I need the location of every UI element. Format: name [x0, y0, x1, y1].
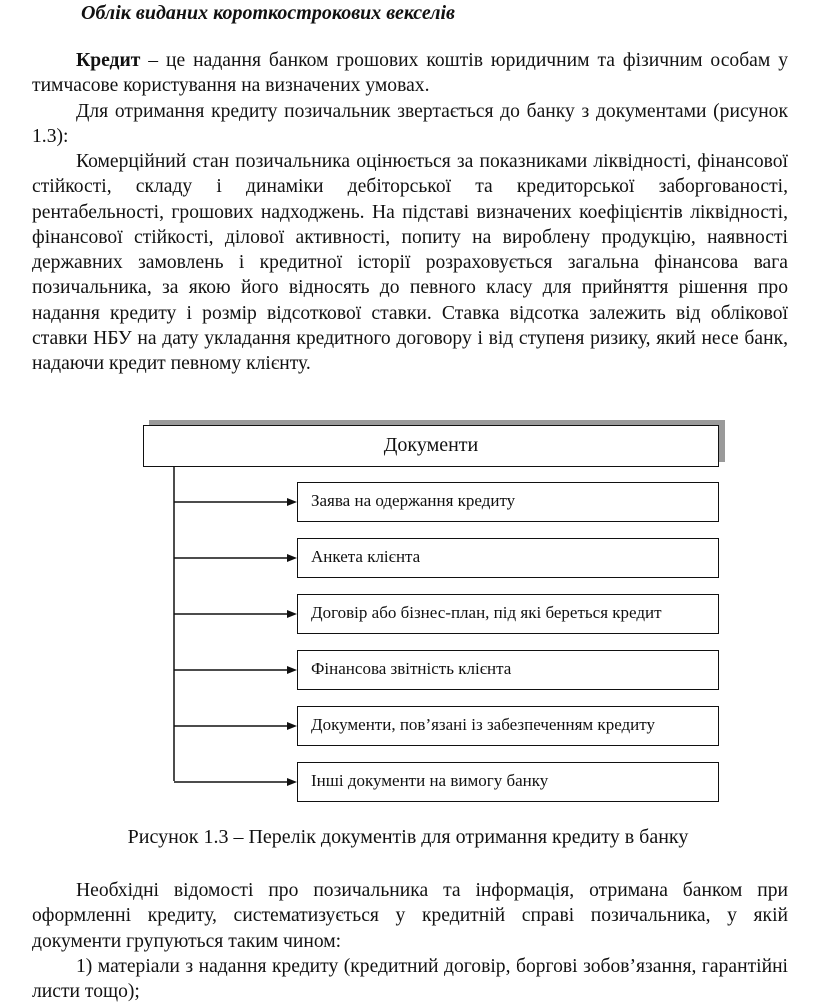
diagram-item-label: Фінансова звітність клієнта — [311, 659, 512, 678]
arrow-head — [287, 610, 297, 618]
diagram-item — [297, 594, 719, 634]
diagram-item-label: Інші документи на вимогу банку — [311, 771, 549, 790]
credit-file-text: Необхідні відомості про позичальника та інформація, отримана банком при оформленні кредиту, систематизується у кредитній справі позичальника, у якій документи групуються таким чином: — [32, 880, 788, 952]
arrow-head — [287, 554, 297, 562]
list-item-1-text: 1) матеріали з надання кредиту (кредитний договір, боргові зобов’язання, гарантійні листи тощо); — [32, 956, 788, 1003]
diagram-item — [297, 482, 719, 522]
commercial-state-text: Комерційний стан позичальника оцінюється за показниками ліквідності, фінансової стійкості, складу і динаміки дебіторської та кредиторської заборгованості, рентабельності, грошових надходжень. На підставі визначених коефіцієнтів ліквідності, фінансової стійкості, ділової активності, попиту на вироблену продукцію, наявності державних замовлень і кредитної історії розраховується загальна фінансова вага позичальника, за якою його відносять до певного класу для прийняття рішення про надання кредиту і розмір відсоткової ставки. Ставка відсотка залежить від облікової ставки НБУ на дату укладання кредитного договору і від ступеня ризику, який несе банк, надаючи кредит певному клієнту. — [32, 151, 788, 375]
documents-intro-text: Для отримання кредиту позичальник звертається до банку з документами (рисунок 1.3): — [32, 101, 788, 148]
section-heading: Облік виданих короткострокових векселів — [81, 2, 455, 24]
diagram-root-box — [143, 425, 719, 467]
diagram-item-label: Заява на одержання кредиту — [311, 491, 516, 510]
diagram-item — [297, 762, 719, 802]
arrow-head — [287, 498, 297, 506]
diagram-item — [297, 538, 719, 578]
list-item-1 — [32, 954, 788, 1005]
paragraph-credit-file — [32, 878, 788, 954]
arrow-head — [287, 778, 297, 786]
diagram-item-label: Договір або бізнес-план, під які береться кредит — [311, 603, 662, 622]
diagram-root-label: Документи — [383, 434, 479, 456]
diagram-item-label: Анкета клієнта — [311, 547, 421, 566]
diagram-item-label: Документи, пов’язані із забезпеченням кредиту — [311, 715, 655, 734]
diagram-item — [297, 650, 719, 690]
diagram-item — [297, 706, 719, 746]
figure-caption: Рисунок 1.3 – Перелік документів для отримання кредиту в банку — [127, 826, 689, 848]
arrow-head — [287, 722, 297, 730]
arrow-head — [287, 666, 297, 674]
term-credit: Кредит — [76, 50, 141, 71]
credit-definition-text: – це надання банком грошових коштів юридичним та фізичним особам у тимчасове користування на визначених умовах. — [32, 50, 788, 97]
